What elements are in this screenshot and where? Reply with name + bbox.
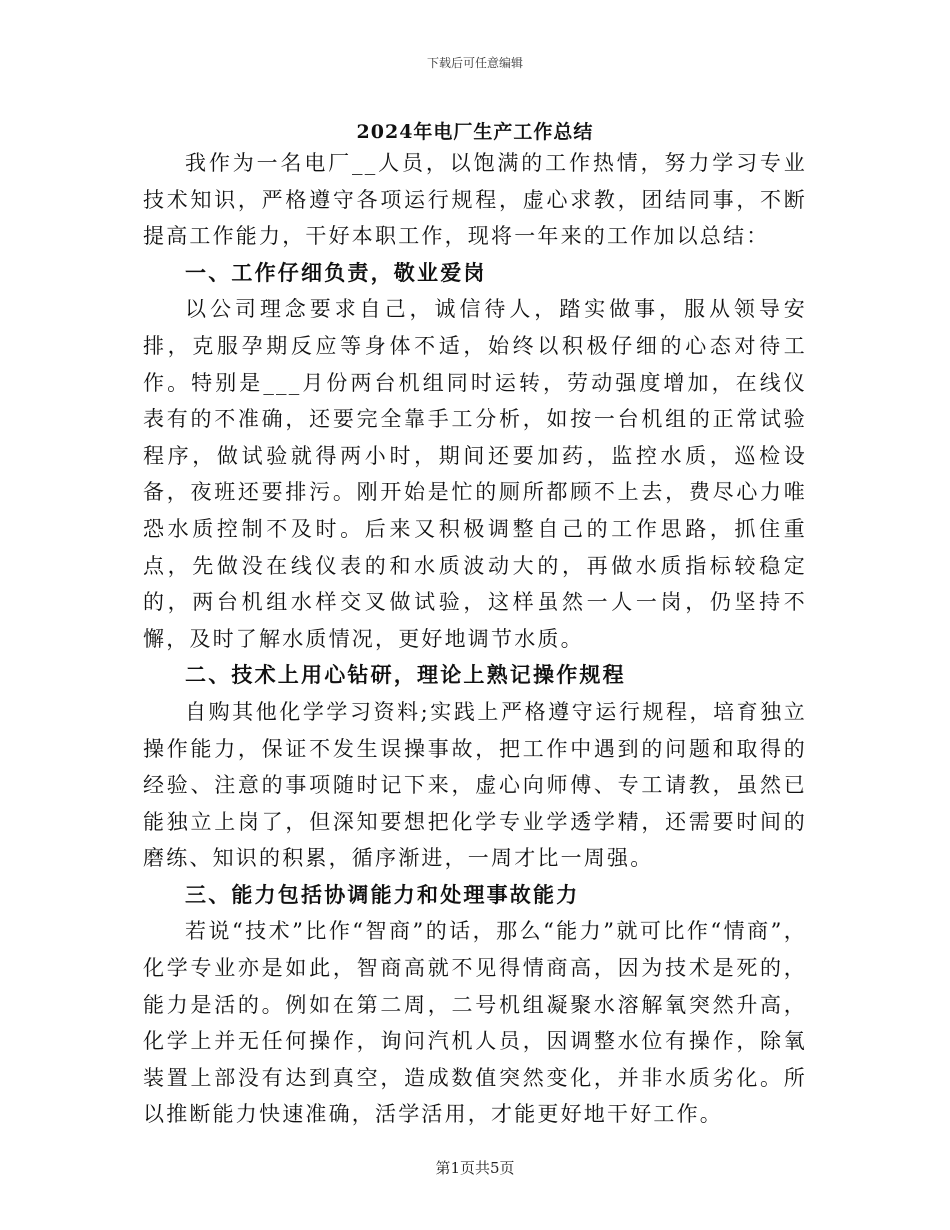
page-footer: 第1页共5页 — [435, 1159, 515, 1177]
section-heading-2: 二、技术上用心钻研，理论上熟记操作规程 — [185, 662, 626, 688]
section-heading-3: 三、能力包括协调能力和处理事故能力 — [185, 881, 580, 907]
section-paragraph-2: 自购其他化学学习资料;实践上严格遵守运行规程，培育独立操作能力，保证不发生误操事故，把工作中遇到的问题和取得的经验、注意的事项随时记下来，虚心向师傅、专工请教，虽然已能独立上岗了，但深知要想把化学专业学透学精，还需要时间的磨练、知识的积累，循序渐进，一周才比一周强。 — [143, 699, 807, 871]
intro-paragraph: 我作为一名电厂__人员，以饱满的工作热情，努力学习专业技术知识，严格遵守各项运行规程，虚心求教，团结同事，不断提高工作能力，干好本职工作，现将一年来的工作加以总结： — [143, 151, 807, 249]
document-body — [143, 145, 807, 1133]
section-heading-1: 一、工作仔细负责，敬业爱岗 — [185, 259, 487, 285]
section-paragraph-3: 若说“技术”比作“智商”的话，那么“能力”就可比作“情商”，化学专业亦是如此，智商高就不见得情商高，因为技术是死的，能力是活的。例如在第二周，二号机组凝聚水溶解氧突然升高，化学上并无任何操作，询问汽机人员，因调整水位有操作，除氧装置上部没有达到真空，造成数值突然变化，并非水质劣化。所以推断能力快速准确，活学活用，才能更好地干好工作。 — [143, 919, 807, 1127]
section-paragraph-1: 以公司理念要求自己，诚信待人，踏实做事，服从领导安排，克服孕期反应等身体不适，始终以积极仔细的心态对待工作。特别是___月份两台机组同时运转，劳动强度增加，在线仪表有的不准确，还要完全靠手工分析，如按一台机组的正常试验程序，做试验就得两小时，期间还要加药，监控水质，巡检设备，夜班还要排污。刚开始是忙的厕所都顾不上去，费尽心力唯恐水质控制不及时。后来又积极调整自己的工作思路，抓住重点，先做没在线仪表的和水质波动大的，再做水质指标较稳定的，两台机组水样交叉做试验，这样虽然一人一岗，仍坚持不懈，及时了解水质情况，更好地调节水质。 — [143, 297, 807, 651]
header-note: 下载后可任意编辑 — [426, 56, 523, 70]
document-title: 2024年电厂生产工作总结 — [356, 121, 594, 143]
